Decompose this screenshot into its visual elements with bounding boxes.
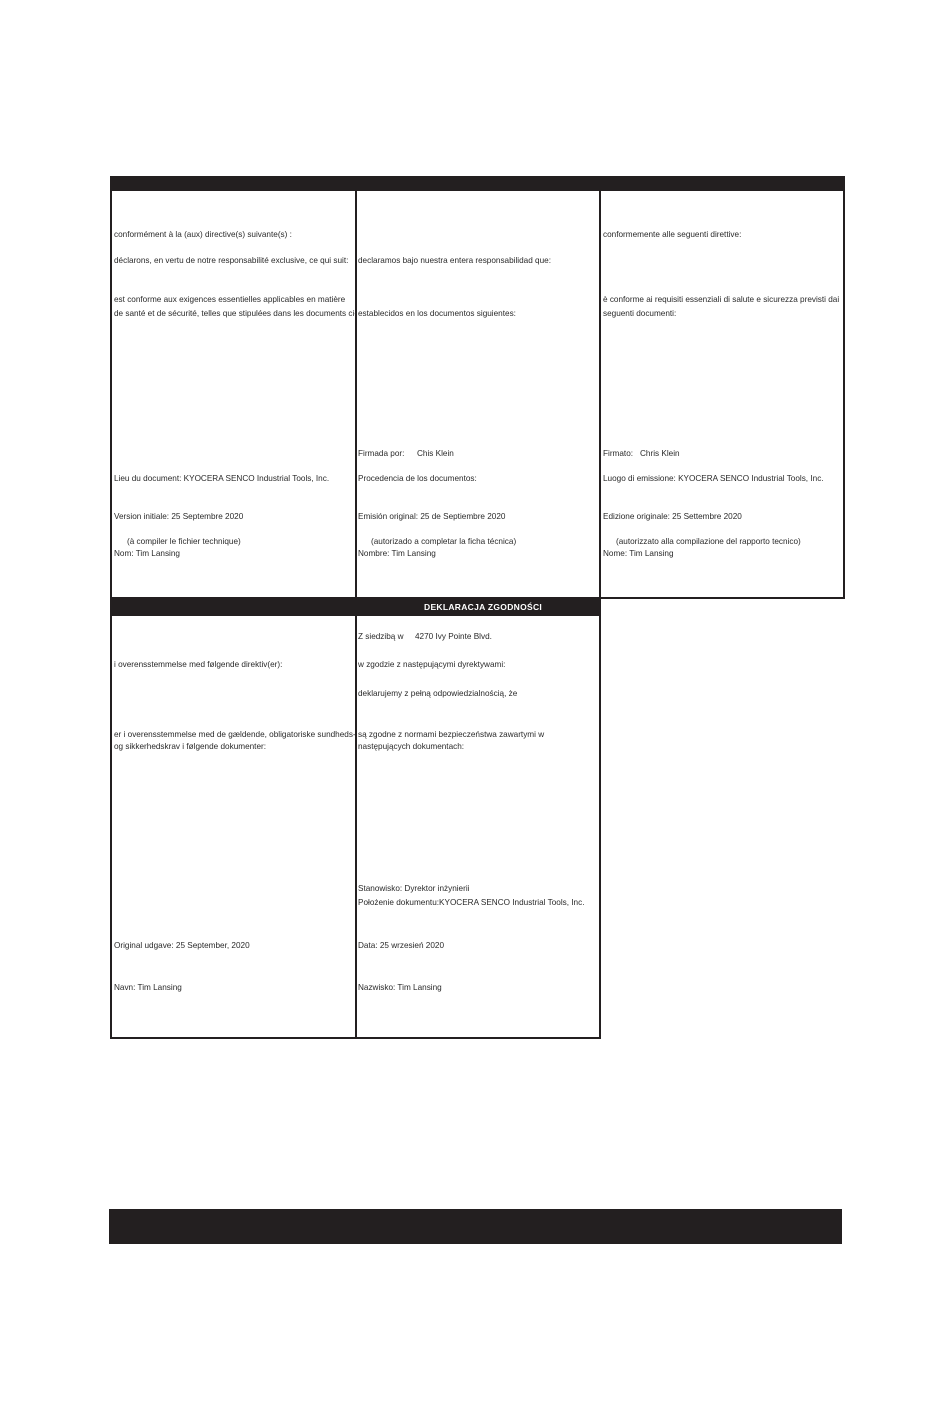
fr-place: Lieu du document: KYOCERA SENCO Industrial Tools, Inc. <box>114 474 330 483</box>
fr-version: Version initiale: 25 Septembre 2020 <box>114 512 244 521</box>
it-edition: Edizione originale: 25 Settembre 2020 <box>603 512 742 521</box>
pl-directive-intro: w zgodzie z następującymi dyrektywami: <box>358 660 506 669</box>
es-signed-label: Firmada por: <box>358 449 405 458</box>
it-name: Nome: Tim Lansing <box>603 549 674 558</box>
column-divider <box>599 176 601 599</box>
es-declare: declaramos bajo nuestra entera responsabilidad que: <box>358 256 551 265</box>
es-established: establecidos en los documentos siguientes: <box>358 309 516 318</box>
it-conform-line2: seguenti documenti: <box>603 309 677 318</box>
es-emission: Emisión original: 25 de Septiembre 2020 <box>358 512 506 521</box>
pl-address: 4270 Ivy Pointe Blvd. <box>415 632 492 641</box>
es-origin: Procedencia de los documentos: <box>358 474 477 483</box>
es-authorized: (autorizado a completar la ficha técnica) <box>371 537 517 546</box>
header-bar <box>112 178 843 191</box>
da-name: Navn: Tim Lansing <box>114 983 182 992</box>
da-issued: Original udgave: 25 September, 2020 <box>114 941 250 950</box>
column-divider <box>355 597 357 1039</box>
da-directive-intro: i overensstemmelse med følgende direktiv(er): <box>114 660 283 669</box>
pl-conform-line2: następujących dokumentach: <box>358 742 465 751</box>
it-conform-line1: è conforme ai requisiti essenziali di salute e sicurezza previsti dai <box>603 295 840 304</box>
it-place: Luogo di emissione: KYOCERA SENCO Industrial Tools, Inc. <box>603 474 824 483</box>
fr-conform-line2: de santé et de sécurité, telles que stipulées dans les documents ci- <box>114 309 358 318</box>
pl-conform-line1: są zgodne z normami bezpieczeństwa zawartymi w <box>358 730 545 739</box>
it-signed-name: Chris Klein <box>640 449 680 458</box>
pl-seat: Z siedzibą w <box>358 632 404 641</box>
it-directive-intro: conformemente alle seguenti direttive: <box>603 230 742 239</box>
fr-conform-line1: est conforme aux exigences essentielles applicables en matière <box>114 295 346 304</box>
pl-name: Nazwisko: Tim Lansing <box>358 983 442 992</box>
column-divider <box>355 176 357 599</box>
footer-bar <box>109 1209 842 1244</box>
es-signed-name: Chis Klein <box>417 449 454 458</box>
pl-location: Położenie dokumentu:KYOCERA SENCO Industrial Tools, Inc. <box>358 898 585 907</box>
da-conform-line1: er i overensstemmelse med de gældende, obligatoriske sundheds- <box>114 730 356 739</box>
pl-date: Data: 25 wrzesień 2020 <box>358 941 445 950</box>
es-name: Nombre: Tim Lansing <box>358 549 436 558</box>
fr-compile: (à compiler le fichier technique) <box>127 537 241 546</box>
pl-declare: deklarujemy z pełną odpowiedzialnością, że <box>358 689 518 698</box>
pl-title: DEKLARACJA ZGODNOŚCI <box>424 602 543 612</box>
it-signed-label: Firmato: <box>603 449 634 458</box>
it-authorized: (autorizzato alla compilazione del rapporto tecnico) <box>616 537 801 546</box>
pl-position: Stanowisko: Dyrektor inżynierii <box>358 884 470 893</box>
fr-name: Nom: Tim Lansing <box>114 549 180 558</box>
fr-directive-intro: conformément à la (aux) directive(s) suivante(s) : <box>114 230 292 239</box>
da-conform-line2: og sikkerhedskrav i følgende dokumenter: <box>114 742 267 751</box>
fr-declare: déclarons, en vertu de notre responsabilité exclusive, ce qui suit: <box>114 256 349 265</box>
